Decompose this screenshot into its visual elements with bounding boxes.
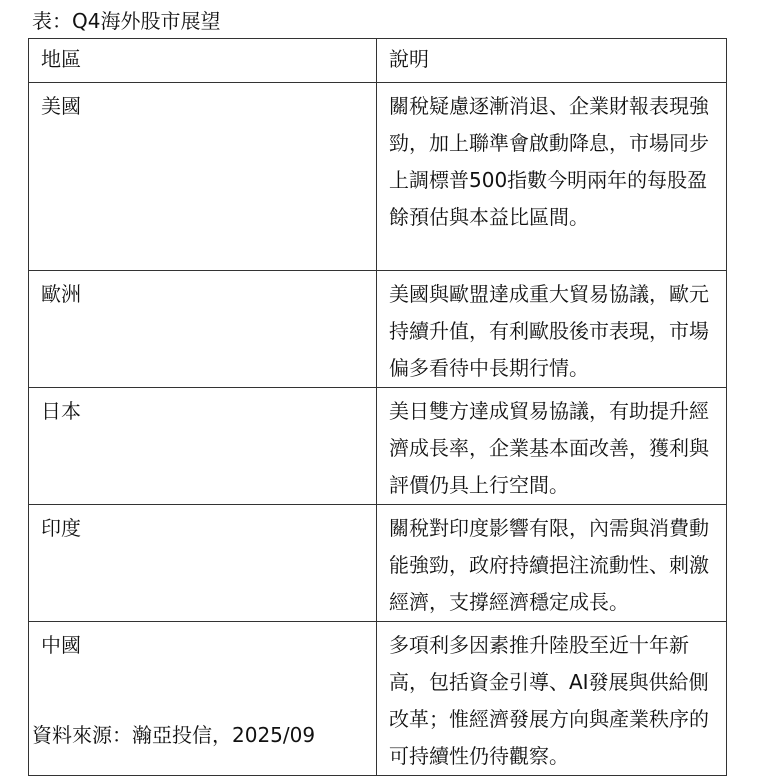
- region-cell: 歐洲: [29, 271, 377, 388]
- region-cell: 日本: [29, 388, 377, 505]
- table-header-row: [29, 39, 727, 83]
- table-row: [29, 83, 727, 271]
- description-cell: 美日雙方達成貿易協議，有助提升經濟成長率，企業基本面改善，獲利與評價仍具上行空間。: [377, 388, 727, 505]
- table-row: [29, 622, 727, 776]
- market-outlook-table: [28, 38, 727, 776]
- description-cell: 關稅對印度影響有限，內需與消費動能強勁，政府持續挹注流動性、刺激經濟，支撐經濟穩定成長。: [377, 505, 727, 622]
- region-cell: 美國: [29, 83, 377, 271]
- table-row: [29, 271, 727, 388]
- description-cell: 多項利多因素推升陸股至近十年新高，包括資金引導、AI發展與供給側改革；惟經濟發展方向與產業秩序的可持續性仍待觀察。: [377, 622, 727, 776]
- region-cell: 中國: [29, 622, 377, 776]
- column-header-region: 地區: [29, 39, 377, 83]
- source-note: 資料來源：瀚亞投信，2025/09: [32, 723, 316, 747]
- region-cell: 印度: [29, 505, 377, 622]
- table-row: [29, 388, 727, 505]
- description-cell: 關稅疑慮逐漸消退、企業財報表現強勁，加上聯準會啟動降息，市場同步上調標普500指數今明兩年的每股盈餘預估與本益比區間。: [377, 83, 727, 271]
- table-row: [29, 505, 727, 622]
- column-header-description: 說明: [377, 39, 727, 83]
- description-cell: 美國與歐盟達成重大貿易協議，歐元持續升值，有利歐股後市表現，市場偏多看待中長期行情。: [377, 271, 727, 388]
- table-caption: 表：Q4海外股市展望: [32, 9, 221, 33]
